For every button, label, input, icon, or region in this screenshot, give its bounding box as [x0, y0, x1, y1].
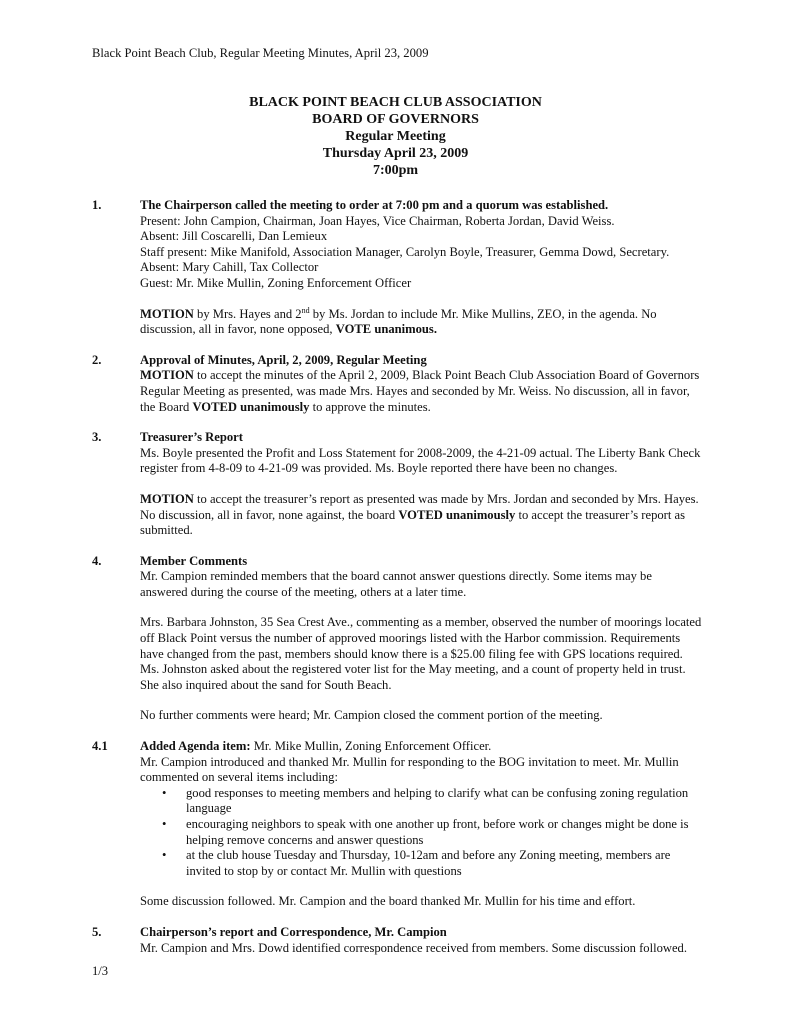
section-number: 4.: [92, 553, 102, 568]
list-item: • encouraging neighbors to speak with one another up front, before work or changes might be done is helping remove concerns and answer questions: [186, 817, 702, 848]
section-4: [92, 554, 702, 724]
attendance-line: Absent: Mary Cahill, Tax Collector: [140, 260, 319, 275]
vote-result: VOTE unanimous.: [335, 322, 437, 337]
document-title: [0, 94, 791, 179]
agenda-item-text: Mr. Mike Mullin, Zoning Enforcement Officer.: [250, 739, 492, 754]
title-line-time: 7:00pm: [372, 163, 419, 178]
section-2: [92, 353, 702, 415]
correspondence-paragraph: Mr. Campion and Mrs. Dowd identified correspondence received from members. Some discussion followed.: [140, 940, 688, 955]
section-number: 5.: [92, 924, 102, 939]
motion-text: by Mrs. Hayes and 2: [193, 306, 302, 321]
section-3: [92, 430, 702, 539]
attendance-line: Guest: Mr. Mike Mullin, Zoning Enforcement Officer: [140, 275, 412, 290]
motion-paragraph: [140, 492, 702, 539]
motion-paragraph: [140, 368, 702, 415]
motion-text: to approve the minutes.: [309, 399, 431, 414]
title-line-board: BOARD OF GOVERNORS: [312, 112, 479, 127]
page-number: 1/3: [92, 964, 109, 978]
section-title: Treasurer’s Report: [140, 430, 243, 445]
motion-label: MOTION: [140, 491, 194, 506]
section-4-1: [92, 739, 702, 910]
section-title: Approval of Minutes, April, 2, 2009, Regular Meeting: [140, 352, 427, 367]
page-header: Black Point Beach Club, Regular Meeting Minutes, April 23, 2009: [92, 46, 429, 60]
section-5: [92, 925, 702, 956]
ordinal-suffix: nd: [301, 305, 310, 315]
guest-paragraph: Mr. Campion introduced and thanked Mr. Mullin for responding to the BOG invitation to meet. Mr. Mullin commented on several items including:: [140, 754, 679, 785]
agenda-item-label: Added Agenda item:: [140, 739, 251, 754]
section-title: Member Comments: [140, 553, 248, 568]
section-number: 3.: [92, 430, 102, 445]
motion-label: MOTION: [140, 306, 194, 321]
section-number: 1.: [92, 198, 102, 212]
section-title: Chairperson’s report and Correspondence, Mr. Campion: [140, 924, 447, 939]
list-item: • at the club house Tuesday and Thursday, 10-12am and before any Zoning meeting, members are invited to stop by or contact Mr. Mullin with questions: [186, 848, 702, 879]
attendance-line: Staff present: Mike Manifold, Association Manager, Carolyn Boyle, Treasurer, Gemma Dowd, Secretary.: [140, 244, 670, 259]
attendance-line: Present: John Campion, Chairman, Joan Hayes, Vice Chairman, Roberta Jordan, David Weiss.: [140, 213, 615, 228]
section-number: 2.: [92, 352, 102, 367]
list-item: • good responses to meeting members and helping to clarify what can be confusing zoning regulation language: [186, 786, 702, 817]
motion-text: to accept the minutes of the April 2, 2009, Black Point Beach Club Association Board of Governors Regular Meeting as presented, was made Mrs. Hayes and seconded by Mr. Weiss. No discussion, all in favor, the Board: [140, 368, 700, 414]
minutes-body: [92, 198, 702, 971]
motion-text: by Ms. Jordan to include Mr. Mike Mullins, ZEO, in the agenda. No discussion, all in favor, none opposed,: [140, 306, 657, 337]
title-line-date: Thursday April 23, 2009: [322, 146, 469, 161]
motion-text: to accept the treasurer’s report as presented was made by Mrs. Jordan and seconded by Mrs. Hayes. No discussion, all in favor, none against, the board: [140, 491, 699, 522]
motion-paragraph: [140, 307, 702, 338]
vote-result: VOTED unanimously: [398, 507, 516, 522]
section-number: 4.1: [92, 739, 108, 754]
motion-label: MOTION: [140, 368, 194, 383]
comment-list: [140, 786, 702, 880]
section-1: [92, 198, 702, 338]
section-title: The Chairperson called the meeting to order at 7:00 pm and a quorum was established.: [140, 198, 609, 212]
motion-text: to accept the treasurer’s report as submitted.: [140, 507, 686, 538]
title-line-meeting-type: Regular Meeting: [345, 129, 446, 144]
comment-paragraph: Mrs. Barbara Johnston, 35 Sea Crest Ave., commenting as a member, observed the number of moorings located off Black Point versus the number of approved moorings listed with the Harbor commission. Requirements have changed from the past, members should know there is a $25.00 filing fee with GPS locations required. Ms. Johnston asked about the registered voter list for the May meeting, and a count of property held in trust. She also inquired about the sand for South Beach.: [140, 615, 702, 692]
closing-paragraph: Some discussion followed. Mr. Campion and the board thanked Mr. Mullin for his time and effort.: [140, 894, 636, 909]
vote-result: VOTED unanimously: [192, 399, 310, 414]
attendance-line: Absent: Jill Coscarelli, Dan Lemieux: [140, 229, 328, 244]
section-title: [140, 739, 702, 755]
comment-paragraph: No further comments were heard; Mr. Campion closed the comment portion of the meeting.: [140, 708, 603, 723]
title-line-association: BLACK POINT BEACH CLUB ASSOCIATION: [249, 95, 542, 110]
comment-paragraph: Mr. Campion reminded members that the board cannot answer questions directly. Some items may be answered during the course of the meeting, others at a later time.: [140, 569, 652, 599]
report-paragraph: Ms. Boyle presented the Profit and Loss Statement for 2008-2009, the 4-21-09 actual. The Liberty Bank Check register from 4-8-09 to 4-21-09 was provided. Ms. Boyle reported there have been no changes.: [140, 445, 701, 476]
